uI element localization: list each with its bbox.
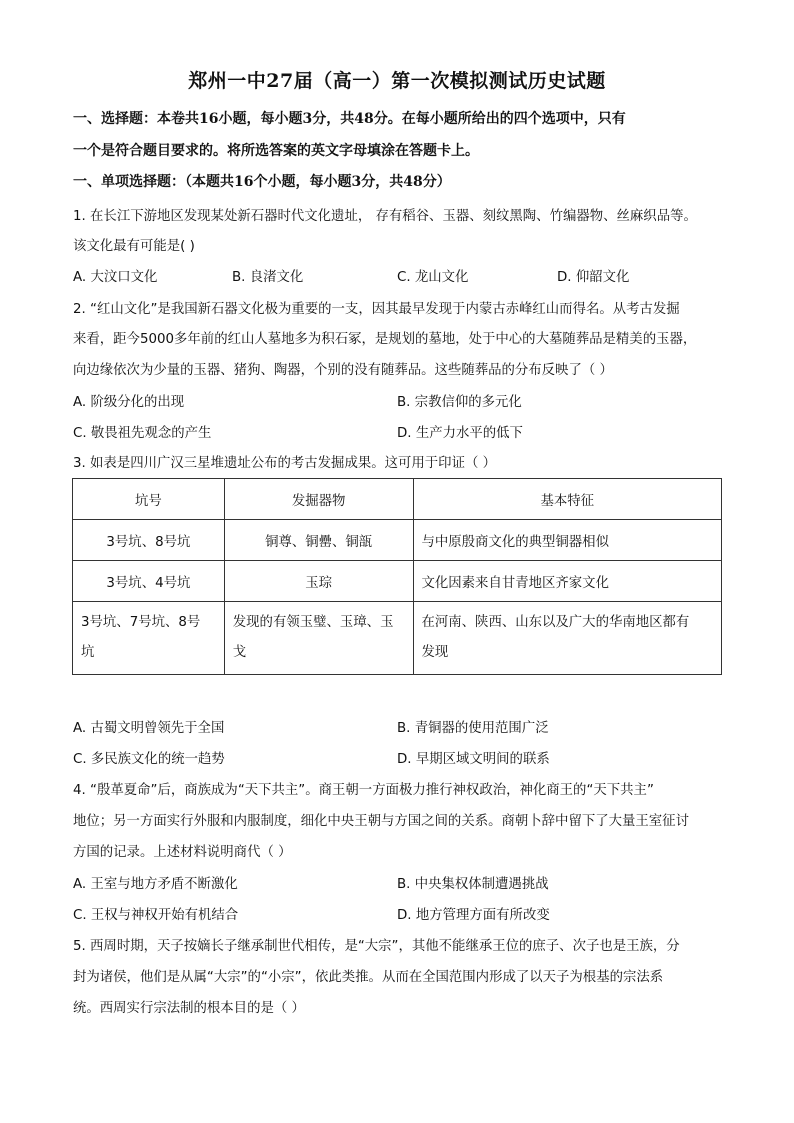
table-cell — [73, 602, 225, 675]
q1-option-c: C. 龙山文化 — [397, 270, 469, 285]
table-row — [73, 520, 722, 561]
q3-option-b: B. 青铜器的使用范围广泛 — [397, 721, 549, 736]
q2-option-d: D. 生产力水平的低下 — [397, 426, 523, 441]
cell-line: 发现 — [421, 645, 449, 660]
q2-option-a: A. 阶级分化的出现 — [73, 395, 185, 410]
q1-option-d: D. 仰韶文化 — [557, 270, 630, 285]
table-cell: 铜尊、铜罍、铜瓿 — [224, 520, 413, 561]
q1-option-b: B. 良渚文化 — [232, 270, 304, 285]
q1-stem-line-2: 该文化最有可能是( ) — [73, 239, 195, 254]
table-cell — [413, 602, 722, 675]
page-title: 郑州一中27届（高一）第一次模拟测试历史试题 — [188, 70, 606, 92]
q2-stem-line-1: 2. “红山文化”是我国新石器文化极为重要的一支，因其最早发现于内蒙古赤峰红山而得名。从考古发掘 — [73, 302, 680, 317]
q4-stem-line-1: 4. “殷革夏命”后，商族成为“天下共主”。商王朝一方面极力推行神权政治，神化商王的“天下共主” — [73, 783, 654, 798]
table-cell: 3号坑、8号坑 — [73, 520, 225, 561]
cell-line: 在河南、陕西、山东以及广大的华南地区都有 — [421, 615, 690, 630]
q2-stem-line-2: 来看，距今5000多年前的红山人墓地多为积石冢，是规划的墓地，处于中心的大墓随葬品是精美的玉器， — [73, 332, 697, 347]
table-cell — [224, 602, 413, 675]
q1-stem-line-1: 1. 在长江下游地区发现某处新石器时代文化遗址， 存有稻谷、玉器、刻纹黑陶、竹编器物、丝麻织品等。 — [73, 209, 697, 224]
table-header-cell: 坑号 — [73, 479, 225, 520]
cell-line: 发现的有领玉璧、玉璋、玉 — [232, 615, 394, 630]
q4-stem-line-3: 方国的记录。上述材料说明商代（ ） — [73, 845, 292, 860]
table-header-cell: 基本特征 — [413, 479, 722, 520]
q4-stem-line-2: 地位；另一方面实行外服和内服制度，细化中央王朝与方国之间的关系。商朝卜辞中留下了大量王室征讨 — [73, 814, 689, 829]
table-cell: 玉琮 — [224, 561, 413, 602]
q4-option-b: B. 中央集权体制遭遇挑战 — [397, 877, 549, 892]
q3-option-c: C. 多民族文化的统一趋势 — [73, 752, 225, 767]
table-header-row — [73, 479, 722, 520]
q5-stem-line-1: 5. 西周时期，天子按嫡长子继承制世代相传，是“大宗”，其他不能继承王位的庶子、次子也是王族，分 — [73, 939, 680, 954]
q3-option-d: D. 早期区域文明间的联系 — [397, 752, 550, 767]
cell-line: 戈 — [232, 645, 247, 660]
q5-stem-line-3: 统。西周实行宗法制的根本目的是（ ） — [73, 1001, 305, 1016]
sanxingdui-table — [72, 478, 722, 675]
q4-option-a: A. 王室与地方矛盾不断激化 — [73, 877, 238, 892]
q2-stem-line-3: 向边缘依次为少量的玉器、猪狗、陶器，个别的没有随葬品。这些随葬品的分布反映了（ ） — [73, 363, 613, 378]
section-instructions-line-1: 一、选择题：本卷共16小题，每小题3分，共48分。在每小题所给出的四个选项中，只有 — [73, 111, 626, 127]
section-instructions-line-2: 一个是符合题目要求的。将所选答案的英文字母填涂在答题卡上。 — [73, 143, 479, 159]
table-header-cell: 发掘器物 — [224, 479, 413, 520]
table-row — [73, 561, 722, 602]
table-cell: 文化因素来自甘青地区齐家文化 — [413, 561, 722, 602]
q4-option-c: C. 王权与神权开始有机结合 — [73, 908, 239, 923]
cell-line: 坑 — [81, 645, 95, 660]
cell-line: 3号坑、7号坑、8号 — [81, 615, 201, 630]
q2-option-b: B. 宗教信仰的多元化 — [397, 395, 522, 410]
q1-option-a: A. 大汶口文化 — [73, 270, 158, 285]
table-cell: 3号坑、4号坑 — [73, 561, 225, 602]
q5-stem-line-2: 封为诸侯，他们是从属“大宗”的“小宗”，依此类推。从而在全国范围内形成了以天子为根基的宗法系 — [73, 970, 664, 985]
table-cell: 与中原殷商文化的典型铜器相似 — [413, 520, 722, 561]
q3-option-a: A. 古蜀文明曾领先于全国 — [73, 721, 225, 736]
section-heading: 一、单项选择题：（本题共16个小题，每小题3分，共48分） — [73, 174, 451, 190]
table-row — [73, 602, 722, 675]
q4-option-d: D. 地方管理方面有所改变 — [397, 908, 550, 923]
q3-stem-line-1: 3. 如表是四川广汉三星堆遗址公布的考古发掘成果。这可用于印证（ ） — [73, 456, 497, 471]
q2-option-c: C. 敬畏祖先观念的产生 — [73, 426, 212, 441]
